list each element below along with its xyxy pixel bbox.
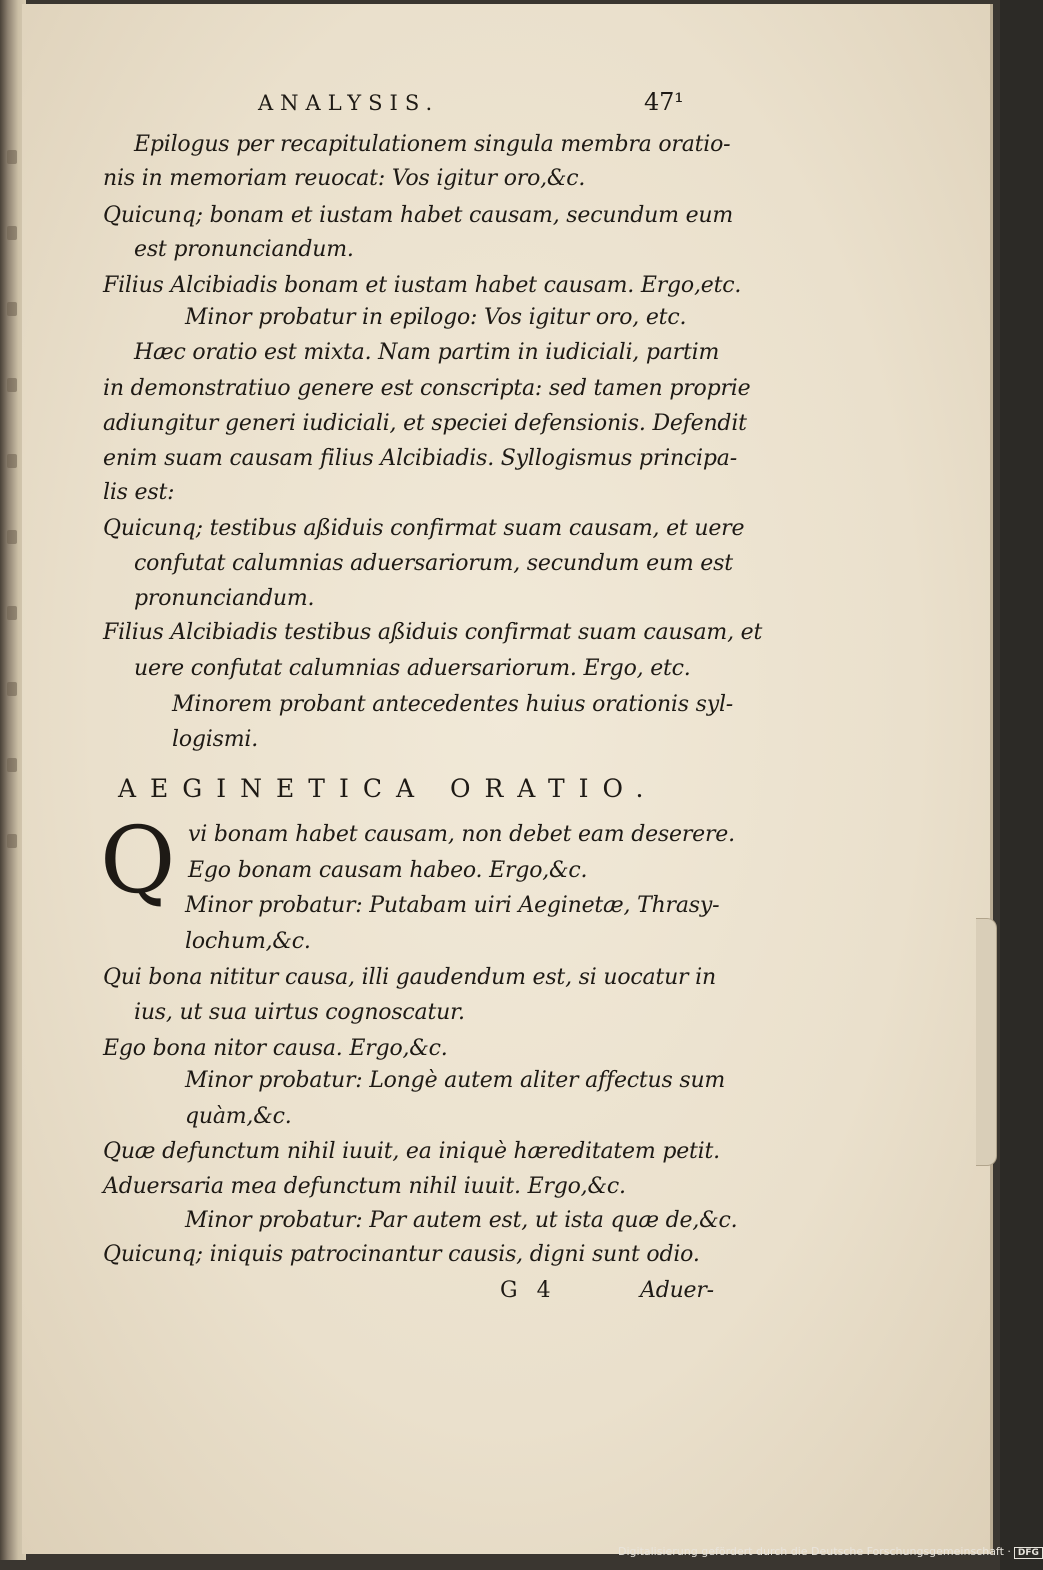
text-line: Minor probatur: Par autem est, ut ista quæ de,&c. — [185, 1208, 738, 1233]
section-heading: AEGINETICA ORATIO. — [118, 774, 658, 803]
text-line: Quicunq; iniquis patrocinantur causis, digni sunt odio. — [103, 1242, 700, 1267]
text-line: Minor probatur: Longè autem aliter affectus sum — [185, 1068, 726, 1093]
text-line: Qui bona nititur causa, illi gaudendum est, si uocatur in — [103, 965, 716, 990]
credit-text: Digitalisierung gefördert durch die Deutsche Forschungsgemeinschaft · — [618, 1545, 1011, 1558]
text-line: Hæc oratio est mixta. Nam partim in iudiciali, partim — [134, 340, 720, 365]
text-line: pronunciandum. — [134, 586, 315, 611]
text-line: confutat calumnias aduersariorum, secundum eum est — [134, 551, 733, 576]
text-line: logismi. — [172, 727, 258, 752]
text-line: uere confutat calumnias aduersariorum. Ergo, etc. — [134, 656, 691, 681]
text-line: Quicunq; testibus aßiduis confirmat suam causam, et uere — [103, 516, 745, 541]
drop-capital: Q — [100, 807, 176, 914]
dfg-logo: DFG — [1014, 1547, 1043, 1559]
text-line: Filius Alcibiadis testibus aßiduis confirmat suam causam, et — [103, 620, 763, 645]
text-line: quàm,&c. — [185, 1104, 292, 1129]
catchword: Aduer- — [640, 1278, 714, 1303]
text-line: Quicunq; bonam et iustam habet causam, secundum eum — [103, 203, 734, 228]
text-line: in demonstratiuo genere est conscripta: sed tamen proprie — [103, 376, 751, 401]
text-line: adiungitur generi iudiciali, et speciei defensionis. Defendit — [103, 411, 747, 436]
text-line: vi bonam habet causam, non debet eam deserere. — [188, 822, 735, 847]
text-line: Minor probatur in epilogo: Vos igitur oro, etc. — [185, 305, 687, 330]
text-line: Filius Alcibiadis bonam et iustam habet causam. Ergo,etc. — [103, 273, 742, 298]
text-line: Aduersaria mea defunctum nihil iuuit. Ergo,&c. — [103, 1174, 626, 1199]
signature-mark: G 4 — [500, 1278, 557, 1303]
text-line: Quæ defunctum nihil iuuit, ea iniquè hæreditatem petit. — [103, 1139, 720, 1164]
text-line: Ego bonam causam habeo. Ergo,&c. — [188, 858, 588, 883]
text-line: enim suam causam filius Alcibiadis. Syllogismus principa- — [103, 446, 737, 471]
text-line: ius, ut sua uirtus cognoscatur. — [134, 1000, 465, 1025]
text-line: Minor probatur: Putabam uiri Aeginetæ, Thrasy- — [185, 893, 720, 918]
text-line: Ego bona nitor causa. Ergo,&c. — [103, 1036, 448, 1061]
text-line: nis in memoriam reuocat: Vos igitur oro,&c. — [103, 166, 586, 191]
page-number: 47¹ — [644, 88, 684, 116]
text-line: est pronunciandum. — [134, 237, 354, 262]
running-head: ANALYSIS. — [258, 91, 440, 115]
text-line: Minorem probant antecedentes huius orationis syl- — [172, 692, 734, 717]
previous-page-marks — [4, 150, 22, 910]
text-line: lis est: — [103, 480, 175, 505]
digitization-credit — [618, 1545, 1043, 1559]
page-tab-marker — [976, 918, 997, 1166]
text-line: lochum,&c. — [185, 929, 311, 954]
text-line: Epilogus per recapitulationem singula membra oratio- — [134, 132, 731, 157]
